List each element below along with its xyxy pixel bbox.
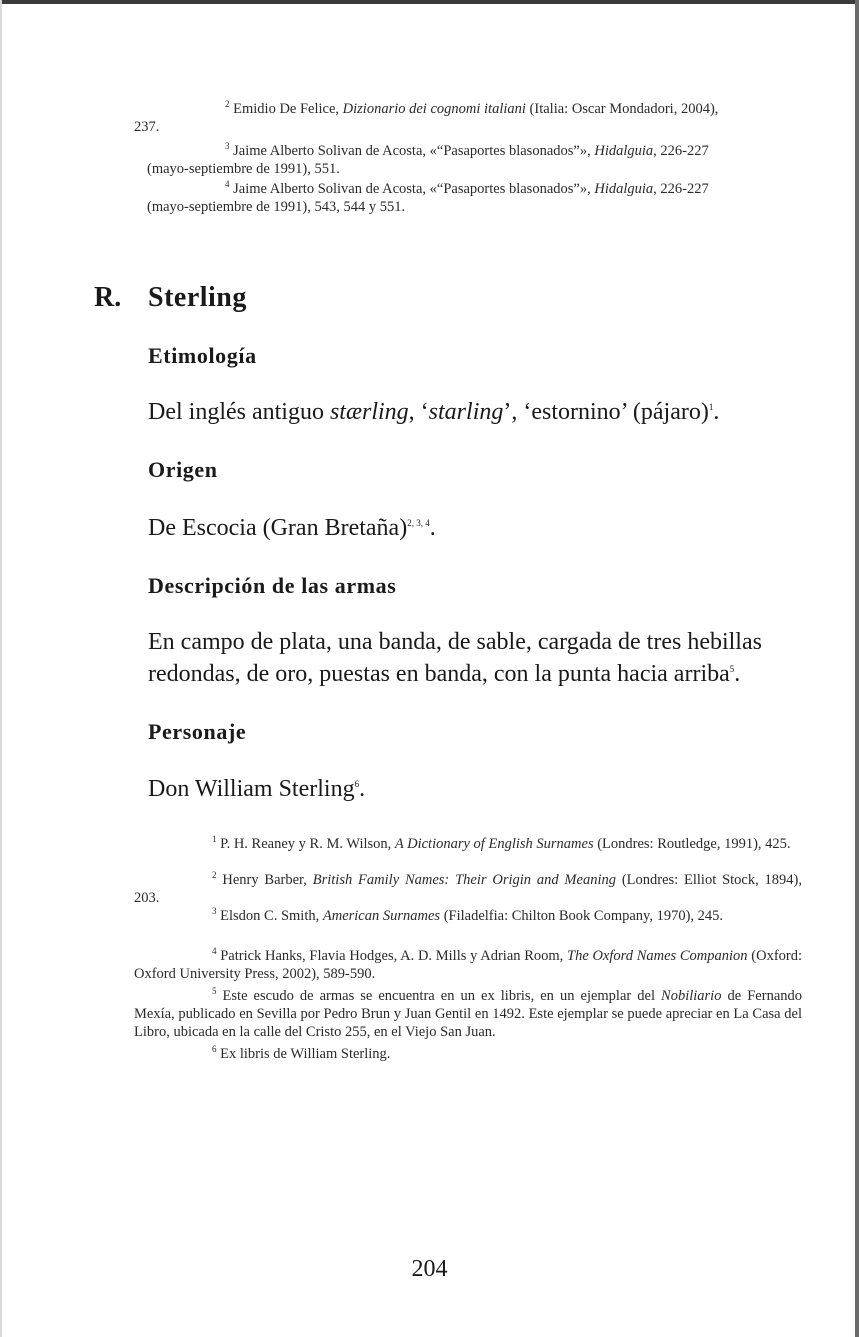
entry-surname: Sterling [148,282,247,313]
footnote-4: $^4$ Patrick Hanks, Flavia Hodges, A. D. Mills y Adrian Room, The Oxford Names Companion (Oxford: Oxford University Press, 2002), 589-590. [134,946,803,982]
heading-descripcion: Descripción de las armas [148,573,397,598]
personaje-text: Don William Sterling$^6$. [148,776,366,802]
etimologia-text: Del inglés antiguo stærling, ‘starling’, ‘estornino’ (pájaro)$^1$. [148,399,720,425]
page-right-edge [855,0,859,1337]
top-footnote-4: $^4$ Jaime Alberto Solivan de Acosta, «“Pasaportes blasonados”», Hidalguia, 226-227 (mayo-septiembre de 1991), 543, 544 y 551. [147,179,709,215]
footnote-1: $^1$ P. H. Reaney y R. M. Wilson, A Dictionary of English Surnames (Londres: Routledge, 1991), 425. [212,834,791,852]
page-number: 204 [411,1256,448,1282]
origen-text: De Escocia (Gran Bretaña)$^{2, 3, 4}$. [148,515,436,541]
top-footnote-2: $^2$ Emidio De Felice, Dizionario dei cognomi italiani (Italia: Oscar Mondadori, 2004), 237. [134,99,719,135]
heading-origen: Origen [148,457,218,482]
descripcion-text: En campo de plata, una banda, de sable, cargada de tres hebillas redondas, de oro, puestas en banda, con la punta hacia arriba$^5$. [148,629,762,687]
page-top-edge [0,0,859,4]
heading-etimologia: Etimología [148,343,257,368]
footnote-5: $^5$ Este escudo de armas se encuentra en un ex libris, en un ejemplar del Nobiliario de Fernando Mexía, publicado en Sevilla por Pedro Brun y Juan Gentil en 1492. Este ejemplar se puede apreciar en La Casa del Libro, ubicada en la calle del Cristo 255, en el Viejo San Juan. [134,986,803,1040]
top-footnote-3: $^3$ Jaime Alberto Solivan de Acosta, «“Pasaportes blasonados”», Hidalguia, 226-227 (mayo-septiembre de 1991), 551. [147,141,709,177]
entry-letter: R. [94,282,122,313]
footnote-2: $^2$ Henry Barber, British Family Names: Their Origin and Meaning (Londres: Elliot Stock, 1894), 203. [134,870,803,906]
page-left-edge [0,0,2,1337]
footnote-3: $^3$ Elsdon C. Smith, American Surnames (Filadelfia: Chilton Book Company, 1970), 245. [212,906,724,924]
footnote-6: $^6$ Ex libris de William Sterling. [212,1044,391,1062]
heading-personaje: Personaje [148,719,247,744]
